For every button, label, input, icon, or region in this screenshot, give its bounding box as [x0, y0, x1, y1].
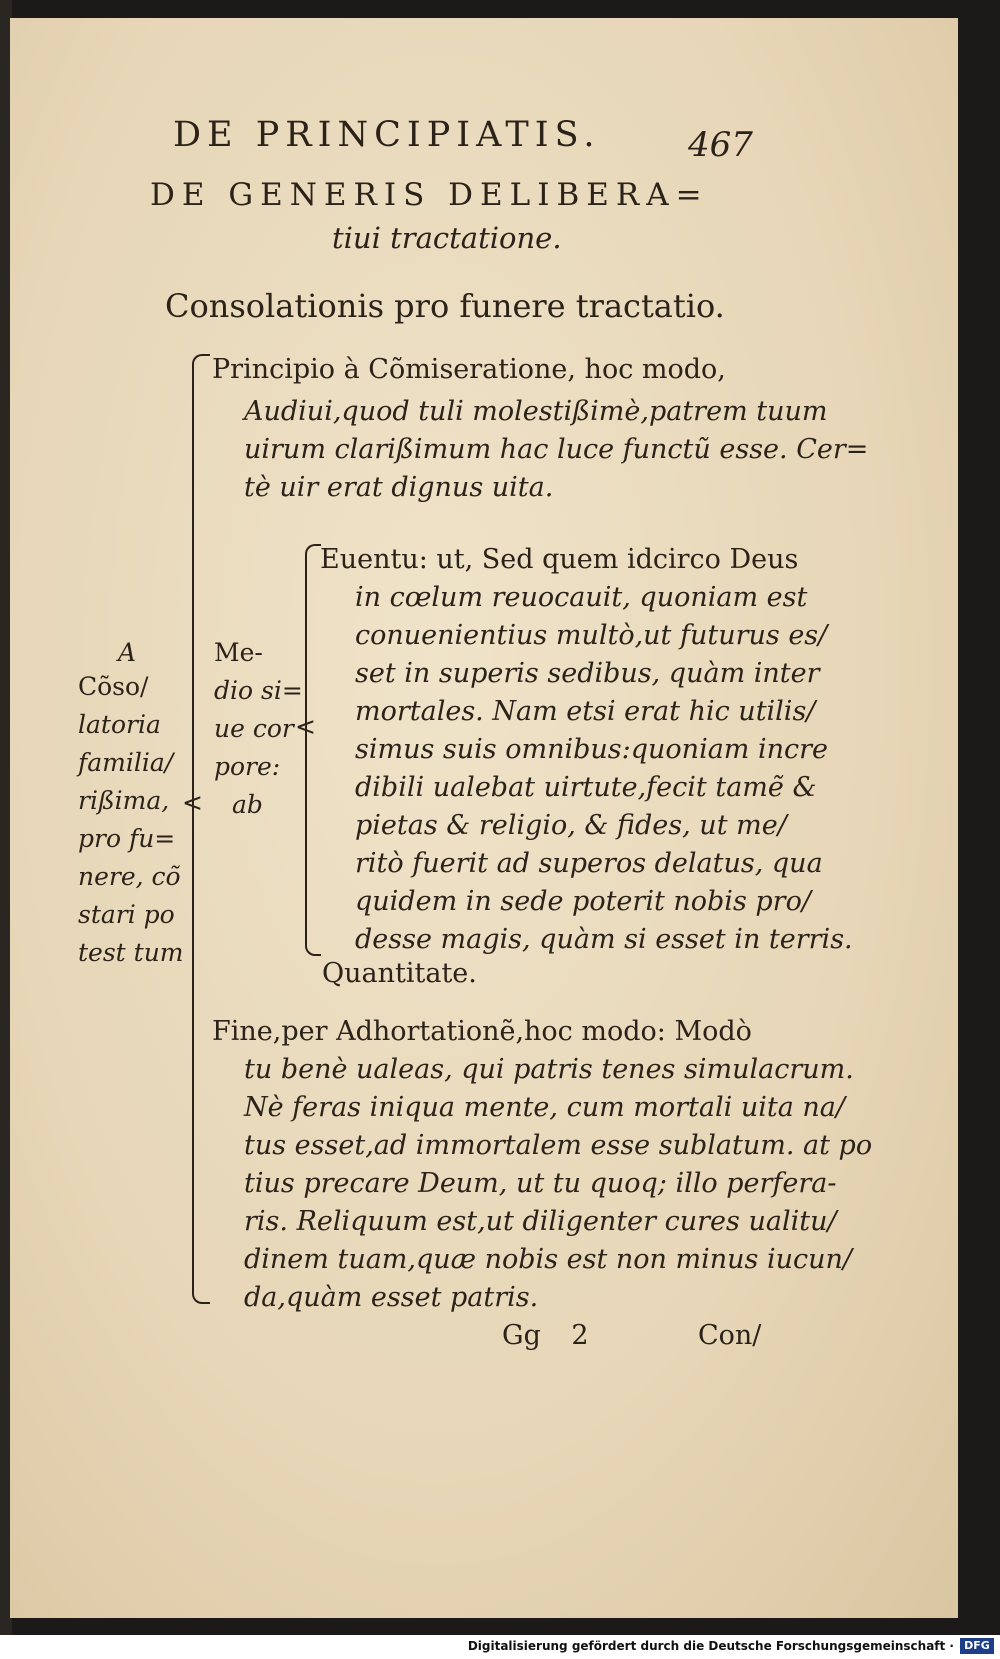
medio-label-line: ab [232, 790, 263, 819]
euentu-line: desse magis, quàm si esset in terris. [355, 924, 853, 955]
euentu-line: set in superis sedibus, quàm inter [355, 658, 820, 689]
side-label-line: test tum [78, 938, 184, 967]
side-label-line: Cõso/ [78, 672, 149, 701]
side-brace-point: < [182, 788, 203, 817]
inner-bracket [305, 544, 321, 956]
principio-line-2: Audiui,quod tuli molestißimè,patrem tuum [244, 396, 828, 427]
medio-brace-point: < [295, 712, 316, 741]
chapter-title-line1: DE GENERIS DELIBERA= [150, 177, 709, 213]
fine-line: da,quàm esset patris. [244, 1282, 539, 1313]
side-label-line: latoria [78, 710, 161, 739]
euentu-line: mortales. Nam etsi erat hic utilis/ [355, 696, 816, 727]
euentu-line: conuenientius multò,ut futurus es/ [355, 620, 828, 651]
medio-label-line: pore: [214, 752, 281, 781]
principio-line-1: Principio à Cõmiseratione, hoc modo, [212, 354, 726, 385]
euentu-line: in cœlum reuocauit, quoniam est [355, 582, 808, 613]
dfg-logo: DFG [960, 1638, 994, 1654]
medio-label-line: ue cor [214, 714, 294, 743]
side-label-line: A [118, 638, 137, 667]
running-head: DE PRINCIPIATIS. [173, 115, 601, 155]
euentu-line: dibili ualebat uirtute,fecit tamẽ & [355, 772, 817, 803]
digitization-footer [0, 1635, 1000, 1659]
medio-label-line: Me- [214, 638, 263, 667]
side-label-line: stari po [78, 900, 175, 929]
principio-line-3: uirum clarißimum hac luce functũ esse. Cer= [244, 434, 869, 465]
euentu-line: ritò fuerit ad superos delatus, qua [355, 848, 823, 879]
signature-mark: Gg 2 [502, 1320, 589, 1351]
book-page [10, 18, 958, 1618]
page-number: 467 [688, 125, 753, 165]
side-label-line: nere, cõ [78, 862, 181, 891]
medio-label-line: dio si= [214, 676, 303, 705]
side-label-line: pro fu= [78, 824, 176, 853]
side-label-line: rißima, [78, 786, 170, 815]
principio-line-4: tè uir erat dignus uita. [244, 472, 554, 503]
fine-line: Nè feras iniqua mente, cum mortali uita na/ [244, 1092, 845, 1123]
fine-line: tu benè ualeas, qui patris tenes simulacrum. [244, 1054, 854, 1085]
catchword: Con/ [698, 1320, 762, 1351]
section-title: Consolationis pro funere tractatio. [165, 287, 725, 325]
chapter-title-line2: tiui tractatione. [332, 221, 562, 255]
euentu-line-1: Euentu: ut, Sed quem idcirco Deus [320, 544, 799, 575]
side-label-line: familia/ [78, 748, 174, 777]
outer-bracket [192, 354, 210, 1304]
fine-line: dinem tuam,quæ nobis est non minus iucun/ [244, 1244, 852, 1275]
euentu-line: pietas & religio, & fides, ut me/ [355, 810, 787, 841]
fine-line: ris. Reliquum est,ut diligenter cures ualitu/ [244, 1206, 837, 1237]
quantitate-line: Quantitate. [322, 958, 477, 989]
euentu-line: simus suis omnibus:quoniam incre [355, 734, 829, 765]
fine-line: tius precare Deum, ut tu quoq; illo perfera- [244, 1168, 837, 1199]
euentu-line: quidem in sede poterit nobis pro/ [355, 886, 811, 917]
fine-line: tus esset,ad immortalem esse sublatum. at po [244, 1130, 873, 1161]
footer-credit-text: Digitalisierung gefördert durch die Deutsche Forschungsgemeinschaft · [467, 1639, 954, 1653]
fine-line-1: Fine,per Adhortationẽ,hoc modo: Modò [212, 1016, 752, 1047]
